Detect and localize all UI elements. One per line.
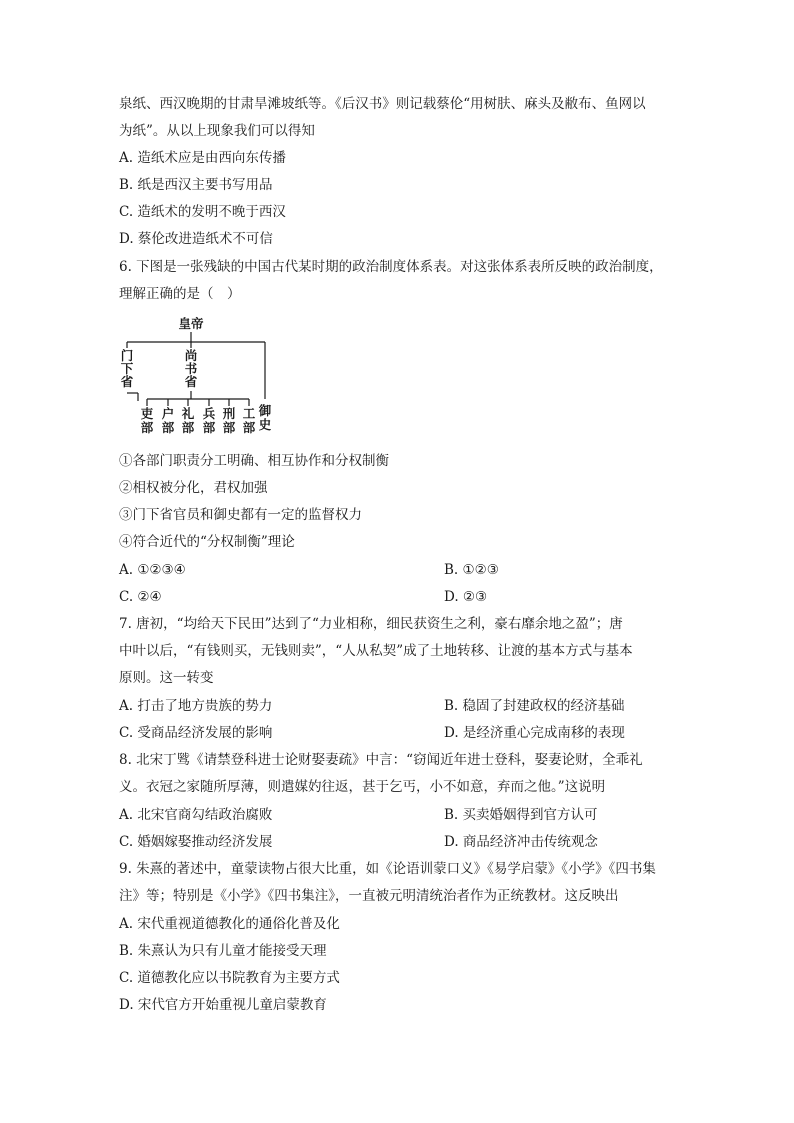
q6-option-d: D. ②③ xyxy=(444,589,488,605)
diagram-libu-char-2: 部 xyxy=(140,420,154,435)
q8-option-a: A. 北宋官商勾结政治腐败 xyxy=(119,807,273,823)
diagram-hubu-char-2: 部 xyxy=(161,420,175,435)
diagram-emperor: 皇帝 xyxy=(178,316,204,331)
q6-option-b: B. ①②③ xyxy=(444,562,499,578)
q7-option-c: C. 受商品经济发展的影响 xyxy=(119,725,273,741)
diagram-shangshu-char-1: 尚 xyxy=(184,348,198,363)
diagram-libu2-char-1: 礼 xyxy=(181,406,195,421)
q9-stem-line-2: 注》等；特别是《小学》《四书集注》，一直被元明清统治者作为正统教材。这反映出 xyxy=(119,888,619,904)
q6-statement-1: ①各部门职责分工明确、相互协作和分权制衡 xyxy=(119,453,389,469)
diagram-yushi-char-2: 史 xyxy=(258,417,272,432)
q8-stem-line-2: 义。衣冠之家随所厚薄，则遣媒妁往返，甚于乞丐，小不如意，弃而之他。”这说明 xyxy=(119,779,606,795)
q7-option-a: A. 打击了地方贵族的势力 xyxy=(119,698,273,714)
diagram-gongbu-char-2: 部 xyxy=(242,420,256,435)
diagram-menxia-char-2: 下 xyxy=(120,361,134,376)
diagram-menxia-char-1: 门 xyxy=(120,348,134,363)
q6-option-a: A. ①②③④ xyxy=(119,562,186,578)
diagram-bingbu-char-1: 兵 xyxy=(202,406,216,421)
diagram-gongbu-char-1: 工 xyxy=(242,406,256,421)
q8-stem-line-1: 8. 北宋丁骘《请禁登科进士论财娶妻疏》中言：“窃闻近年进士登科，娶妻论财，全乖礼 xyxy=(119,752,643,768)
diagram-shangshu-char-2: 书 xyxy=(184,361,198,376)
q6-option-c: C. ②④ xyxy=(119,589,162,605)
diagram-menxia-char-3: 省 xyxy=(120,374,134,389)
diagram-yushi-char-1: 御 xyxy=(258,403,272,418)
q5-stem-line-1: 泉纸、西汉晚期的甘肃旱滩坡纸等。《后汉书》则记载蔡伦“用树肤、麻头及敝布、鱼网以 xyxy=(119,96,646,112)
q9-option-a: A. 宋代重视道德教化的通俗化普及化 xyxy=(119,916,340,932)
q5-option-d: D. 蔡伦改进造纸术不可信 xyxy=(119,231,273,247)
q5-option-a: A. 造纸术应是由西向东传播 xyxy=(119,150,286,166)
diagram-libu-char-1: 吏 xyxy=(140,406,154,421)
q8-option-c: C. 婚姻嫁娶推动经济发展 xyxy=(119,834,273,850)
q7-option-d: D. 是经济重心完成南移的表现 xyxy=(444,725,625,741)
diagram-xingbu-char-1: 刑 xyxy=(222,406,236,421)
diagram-hubu-char-1: 户 xyxy=(161,406,175,421)
q9-stem-line-1: 9. 朱熹的著述中，童蒙读物占很大比重，如《论语训蒙口义》《易学启蒙》《小学》《四书集 xyxy=(119,861,656,877)
q6-statement-2: ②相权被分化，君权加强 xyxy=(119,480,268,496)
q5-stem-line-2: 为纸”。从以上现象我们可以得知 xyxy=(119,123,315,139)
q6-statement-4: ④符合近代的“分权制衡”理论 xyxy=(119,534,295,550)
q5-option-c: C. 造纸术的发明不晚于西汉 xyxy=(119,204,286,220)
diagram-xingbu-char-2: 部 xyxy=(222,420,236,435)
diagram-libu2-char-2: 部 xyxy=(181,420,195,435)
q7-stem-line-2: 中叶以后，“有钱则买，无钱则卖”，“人从私契”成了土地转移、让渡的基本方式与基本 xyxy=(119,643,633,659)
q7-stem-line-1: 7. 唐初，“均给天下民田”达到了“力业相称，细民获资生之利，豪右靡余地之盈”；唐 xyxy=(119,616,623,632)
q8-option-b: B. 买卖婚姻得到官方认可 xyxy=(444,807,598,823)
q9-option-b: B. 朱熹认为只有儿童才能接受天理 xyxy=(119,943,327,959)
q9-option-c: C. 道德教化应以书院教育为主要方式 xyxy=(119,970,340,986)
q9-option-d: D. 宋代官方开始重视儿童启蒙教育 xyxy=(119,997,327,1013)
q8-option-d: D. 商品经济冲击传统观念 xyxy=(444,834,598,850)
diagram-bingbu-char-2: 部 xyxy=(202,420,216,435)
q6-statement-3: ③门下省官员和御史都有一定的监督权力 xyxy=(119,507,362,523)
q7-option-b: B. 稳固了封建政权的经济基础 xyxy=(444,698,625,714)
q5-option-b: B. 纸是西汉主要书写用品 xyxy=(119,177,273,193)
q6-stem-line-1: 6. 下图是一张残缺的中国古代某时期的政治制度体系表。对这张体系表所反映的政治制度， xyxy=(119,259,663,275)
q7-stem-line-3: 原则。这一转变 xyxy=(119,670,214,686)
political-system-diagram xyxy=(120,315,290,439)
q6-stem-line-2: 理解正确的是（ ） xyxy=(119,286,241,302)
diagram-shangshu-char-3: 省 xyxy=(184,374,198,389)
